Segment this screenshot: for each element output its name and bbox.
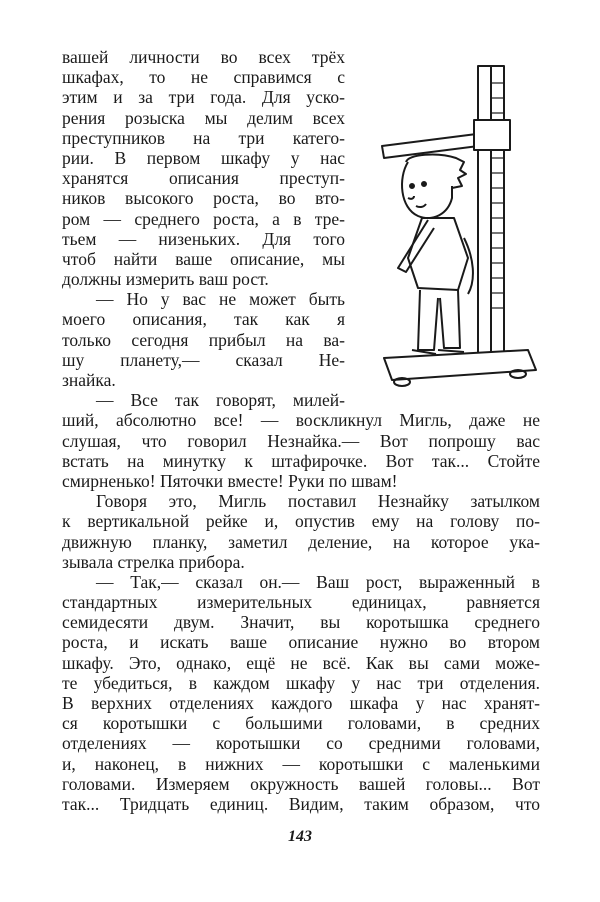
page-number: 143 (288, 828, 312, 845)
text-line: шкафу. Это, однако, ещё не всё. Как вы сами може- (62, 652, 540, 673)
text-line: зывала стрелка прибора. (62, 551, 245, 572)
text-line: так... Тридцать единиц. Видим, таким образом, что (62, 793, 540, 814)
text-line: движную планку, заметил деление, на которое ука- (62, 531, 540, 552)
text-line: к вертикальной рейке и, опустив ему на голову по- (62, 511, 540, 532)
text-line: этим и за три года. Для уско- (62, 87, 345, 108)
text-line: головами. Измеряем окружность вашей головы... Вот (62, 773, 540, 794)
text-line: рения розыска мы делим всех (62, 107, 345, 128)
text-line: шкафах, то не справимся с (62, 67, 345, 88)
text-line: ников высокого роста, во вто- (62, 188, 345, 209)
text-line: ший, абсолютно все! — воскликнул Мигль, даже не (62, 410, 540, 431)
text-line: знайка. (62, 370, 116, 390)
text-line: те убедиться, в каждом шкафу у нас три отделения. (62, 672, 540, 693)
text-line: семидесяти двум. Значит, вы коротышка среднего (62, 612, 540, 633)
text-line: чтоб найти ваше описание, мы (62, 248, 345, 269)
text-line: моего описания, так как я (62, 309, 345, 330)
text-line: ром — среднего роста, а в тре- (62, 208, 345, 229)
text-line: преступников на три катего- (62, 127, 345, 148)
text-line: должны измерить ваш рост. (62, 269, 269, 290)
height-measuring-illustration (378, 58, 548, 388)
text-line: и, наконец, в нижних — коротышки с маленькими (62, 753, 540, 774)
text-line: стандартных измерительных единицах, равняется (62, 592, 540, 613)
text-line: вашей личности во всех трёх (62, 47, 345, 67)
text-line: хранятся описания преступ- (62, 168, 345, 189)
text-line: слушая, что говорил Незнайка.— Вот попрошу вас (62, 430, 540, 451)
text-line: В верхних отделениях каждого шкафа у нас хранят- (62, 693, 540, 713)
text-line: только сегодня прибыл на ва- (62, 329, 345, 350)
text-line: — Так,— сказал он.— Ваш рост, выраженный в (96, 571, 540, 592)
text-line: встать на минутку к штафирочке. Вот так... Стойте (62, 450, 540, 471)
text-line: Говоря это, Мигль поставил Незнайку затылком (96, 491, 540, 512)
text-line: — Но у вас не может быть (96, 289, 345, 310)
text-line: шу планету,— сказал Не- (62, 349, 345, 370)
text-line: тьем — низеньких. Для того (62, 228, 345, 249)
text-line: роста, и искать ваше описание нужно во втором (62, 632, 540, 653)
text-line: — Все так говорят, милей- (96, 390, 345, 411)
text-line: отделениях — коротышки со средними головами, (62, 733, 540, 754)
text-line: рии. В первом шкафу у нас (62, 147, 345, 168)
text-line: смирненько! Пяточки вместе! Руки по швам! (62, 470, 398, 491)
text-line: ся коротышки с большими головами, в средних (62, 713, 540, 734)
